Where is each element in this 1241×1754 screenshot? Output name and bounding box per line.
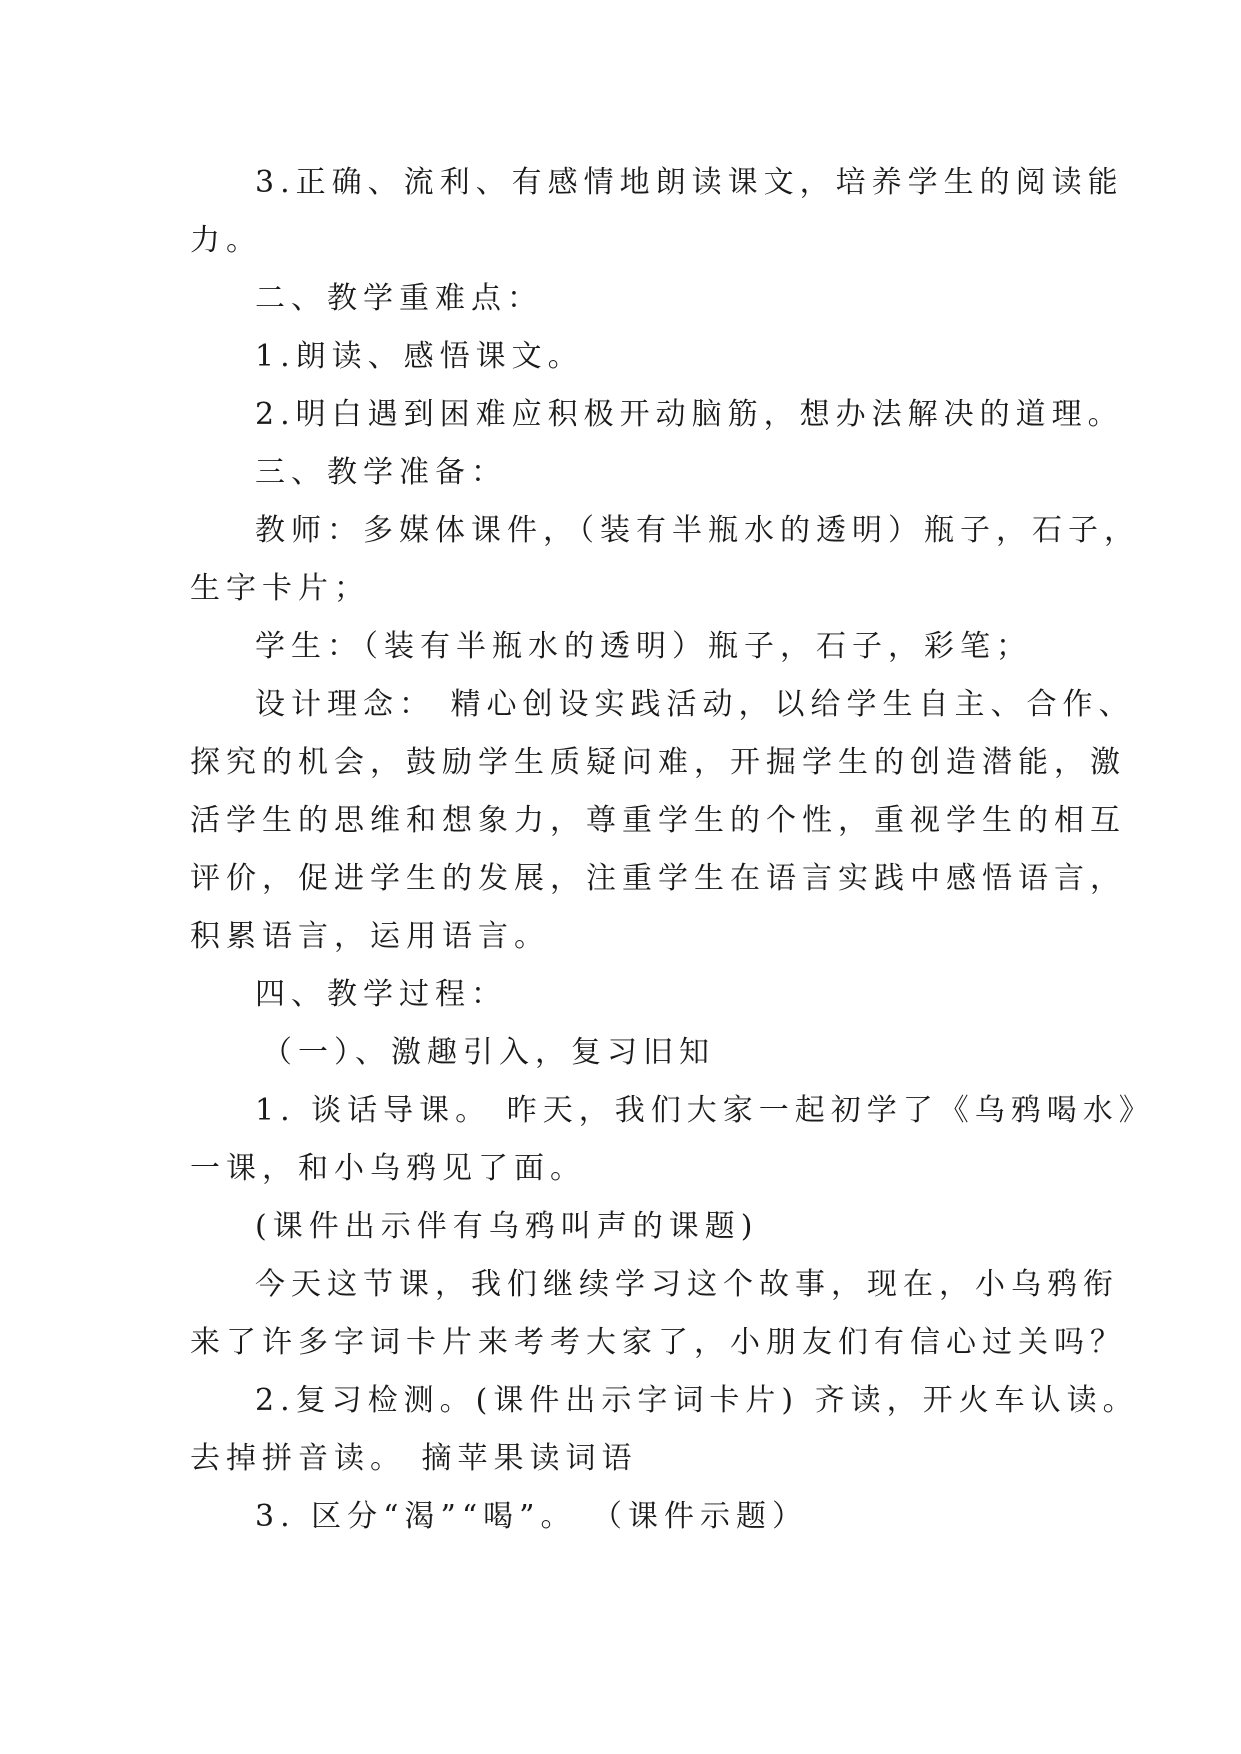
design-concept-line5: 积累语言，运用语言。	[190, 919, 550, 954]
key-point-1: 1.朗读、感悟课文。	[255, 339, 584, 374]
design-concept-line4: 评价，促进学生的发展，注重学生在语言实践中感悟语言，	[190, 861, 1126, 896]
step-1-line1: 1. 谈话导课。 昨天，我们大家一起初学了《乌鸦喝水》	[255, 1093, 1155, 1128]
today-lesson-line2: 来了许多字词卡片来考考大家了，小朋友们有信心过关吗？	[190, 1325, 1126, 1360]
objective-3-line1: 3.正确、流利、有感情地朗读课文，培养学生的阅读能	[255, 165, 1124, 200]
teacher-prep-line2: 生字卡片；	[190, 571, 370, 606]
courseware-note: (课件出示伴有乌鸦叫声的课题)	[255, 1209, 759, 1244]
section-heading-preparation: 三、教学准备：	[255, 455, 507, 490]
step-3: 3. 区分“渴”“喝”。 （课件示题）	[255, 1499, 809, 1534]
section-heading-process: 四、教学过程：	[255, 977, 507, 1012]
step-1-line2: 一课，和小乌鸦见了面。	[190, 1151, 586, 1186]
design-concept-line3: 活学生的思维和想象力，尊重学生的个性，重视学生的相互	[190, 803, 1126, 838]
teacher-prep-line1: 教师：多媒体课件，（装有半瓶水的透明）瓶子，石子，	[255, 513, 1140, 548]
step-2-line2: 去掉拼音读。 摘苹果读词语	[190, 1441, 638, 1476]
subsection-heading-intro: （一）、激趣引入，复习旧知	[262, 1035, 715, 1070]
student-prep: 学生：（装有半瓶水的透明）瓶子，石子，彩笔；	[255, 629, 1032, 664]
today-lesson-line1: 今天这节课，我们继续学习这个故事，现在，小乌鸦衔	[255, 1267, 1119, 1302]
objective-3-line2: 力。	[190, 223, 262, 258]
section-heading-key-points: 二、教学重难点：	[255, 281, 543, 316]
design-concept-line1: 设计理念： 精心创设实践活动，以给学生自主、合作、	[255, 687, 1135, 722]
key-point-2: 2.明白遇到困难应积极开动脑筋，想办法解决的道理。	[255, 397, 1124, 432]
step-2-line1: 2.复习检测。(课件出示字词卡片) 齐读，开火车认读。	[255, 1383, 1139, 1418]
design-concept-line2: 探究的机会，鼓励学生质疑问难，开掘学生的创造潜能，激	[190, 745, 1126, 780]
